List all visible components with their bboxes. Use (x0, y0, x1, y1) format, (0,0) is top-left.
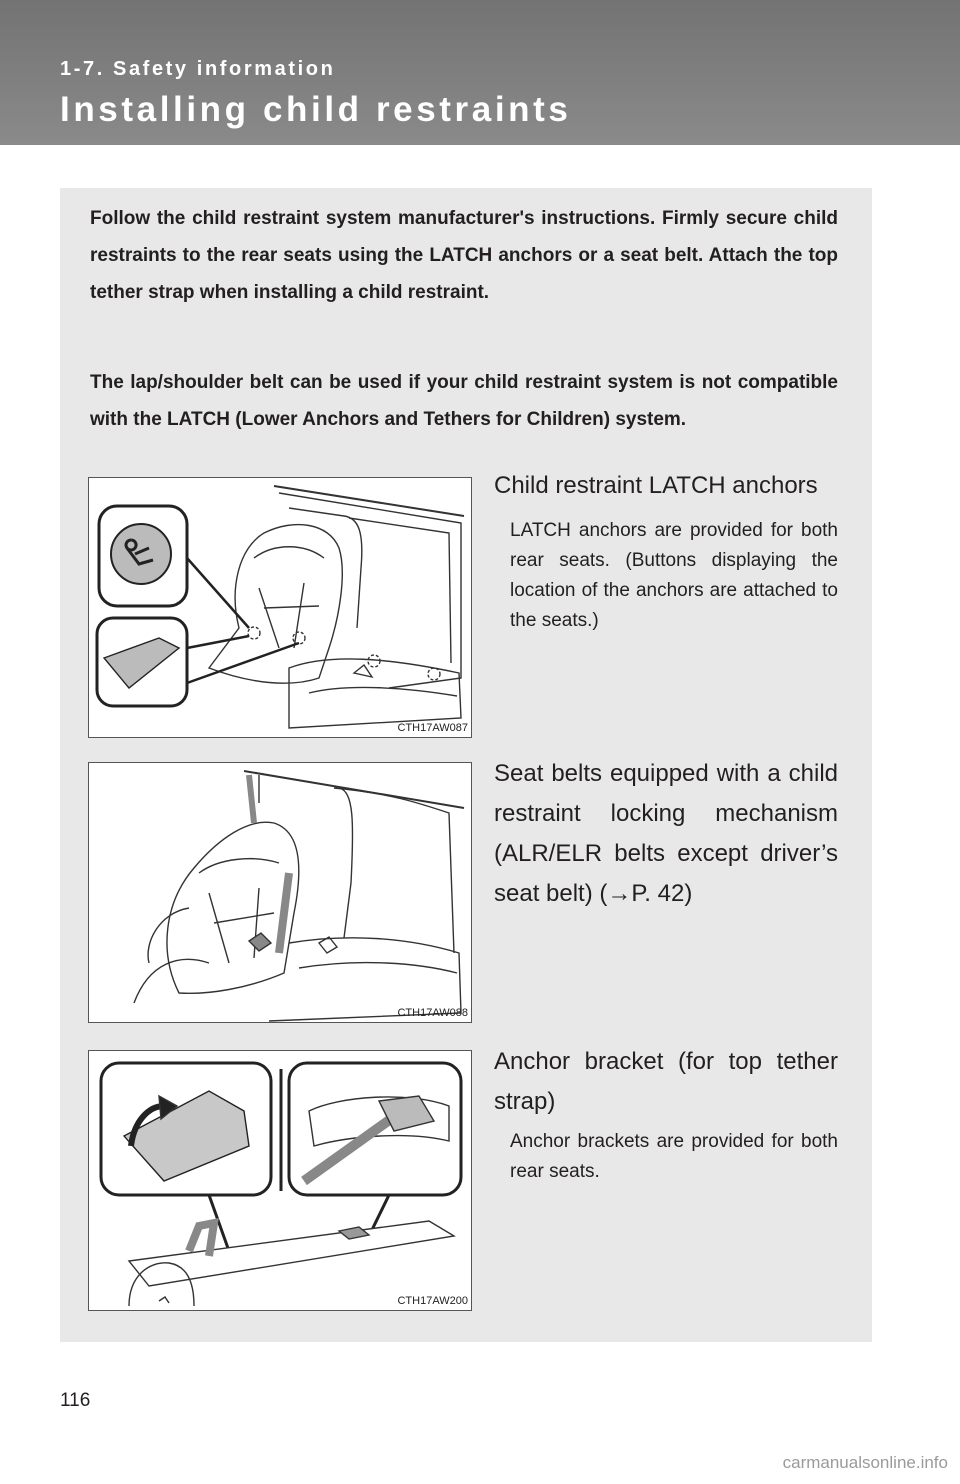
figure-code: CTH17AW088 (397, 1007, 468, 1019)
figure-code: CTH17AW200 (397, 1295, 468, 1307)
item-description: LATCH anchors are provided for both rear seats. (Buttons displaying the location of the anchors are attached to the seats.) (510, 520, 838, 631)
item-title: Anchor bracket (for top tether strap) (494, 1048, 838, 1115)
intro-paragraph: Follow the child restraint system manufacturer's instructions. Firmly secure child restraints to the rear seats using the LATCH anchors or a seat belt. Attach the top tether strap when installing a child restraint. (90, 208, 838, 303)
seat-belt-drawing (89, 763, 472, 1023)
figure-code: CTH17AW087 (397, 722, 468, 734)
watermark: carmanualsonline.info (782, 1453, 948, 1472)
item-title: Seat belts equipped with a child restraint locking mechanism (ALR/ELR belts except driver’s seat belt) (→P. 42) (494, 760, 838, 907)
latch-anchors-illustration (88, 477, 472, 738)
intro-paragraph: The lap/shoulder belt can be used if your child restraint system is not compatible with the LATCH (Lower Anchors and Tethers for Children) system. (90, 372, 838, 430)
page-header (0, 0, 960, 145)
page-title: Installing child restraints (60, 90, 572, 129)
anchor-bracket-illustration (88, 1050, 472, 1311)
item-description: Anchor brackets are provided for both rear seats. (510, 1131, 838, 1182)
seat-belt-illustration (88, 762, 472, 1023)
page-number: 116 (60, 1390, 91, 1411)
section-label: 1-7. Safety information (60, 58, 336, 80)
anchor-bracket-drawing (89, 1051, 472, 1311)
latch-anchors-drawing (89, 478, 472, 738)
item-title: Child restraint LATCH anchors (494, 472, 818, 499)
